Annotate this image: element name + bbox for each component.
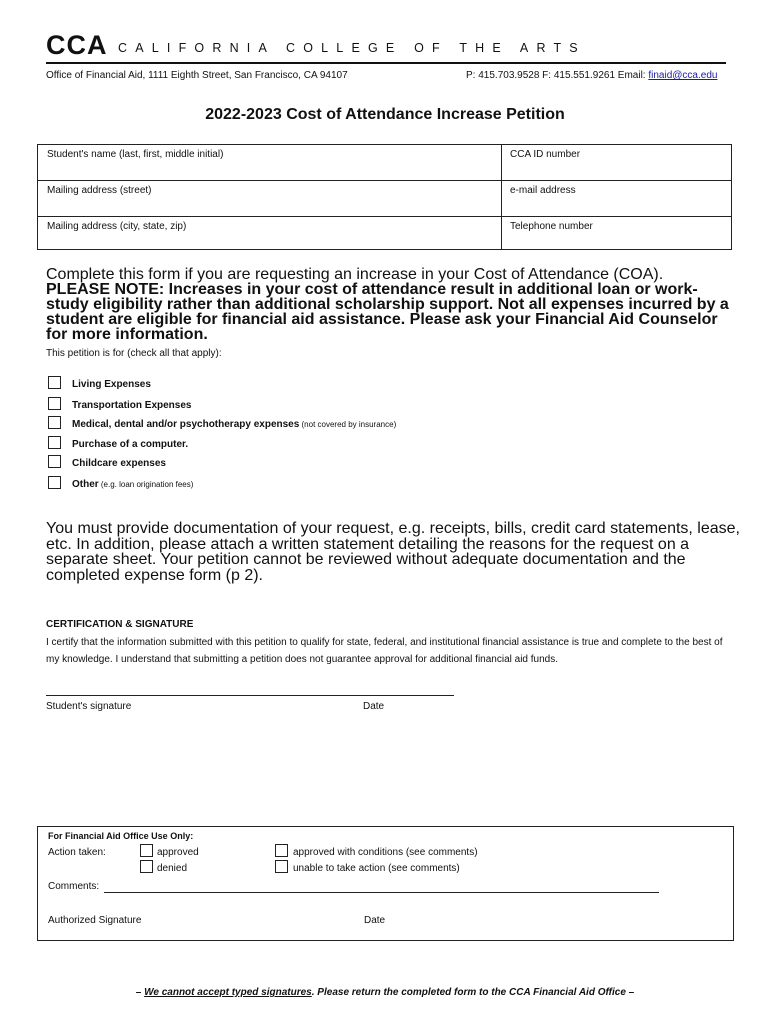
approved-label: approved	[157, 847, 199, 858]
student-signature-label: Student's signature	[46, 701, 132, 712]
action-taken-label: Action taken:	[48, 847, 106, 858]
office-use-heading: For Financial Aid Office Use Only:	[48, 831, 194, 841]
petition-for-label: This petition is for (check all that apply):	[46, 348, 222, 359]
header-divider	[46, 62, 726, 64]
option-label	[72, 419, 396, 430]
contact-phones: P: 415.703.9528 F: 415.551.9261 Email:	[466, 70, 649, 81]
checkbox[interactable]	[48, 416, 61, 429]
intro-line: Complete this form if you are requesting an increase in your Cost of Attendance (COA).	[46, 266, 664, 283]
street-address-field[interactable]: Mailing address (street)	[47, 185, 152, 196]
checkbox[interactable]	[48, 397, 61, 410]
please-note: PLEASE NOTE: Increases in your cost of attendance result in additional loan or work-study eligibility rather than additional scholarship support. Not all expenses incurred by a student are eligible for financial aid assistance. Please ask your Financial Aid Counselor for more information.	[46, 281, 729, 343]
certification-text: I certify that the information submitted with this petition to qualify for state, federal, and institutional financial assistance is true and complete to the best of my knowledge. I understand that submitting a petition does not guarantee approval for additional financial aid funds.	[46, 637, 723, 665]
footer-rest: . Please return the completed form to the CCA Financial Aid Office –	[311, 987, 635, 998]
footer-note	[0, 987, 770, 998]
comments-label: Comments:	[48, 881, 100, 892]
intro-text	[46, 267, 736, 342]
column-divider	[501, 145, 502, 249]
footer-emphasis: We cannot accept typed signatures	[144, 987, 312, 998]
checkbox[interactable]	[48, 476, 61, 489]
checkbox[interactable]	[48, 455, 61, 468]
student-info-box	[37, 144, 732, 250]
office-address: Office of Financial Aid, 1111 Eighth Street, San Francisco, CA 94107	[46, 70, 348, 81]
authorized-signature-label: Authorized Signature	[48, 915, 142, 926]
approved-conditions-label: approved with conditions (see comments)	[293, 847, 478, 858]
cca-logo: CCA	[46, 30, 108, 60]
option-note: (e.g. loan origination fees)	[98, 480, 194, 489]
date-label: Date	[363, 701, 385, 712]
email-link[interactable]: finaid@cca.edu	[648, 70, 718, 81]
unable-checkbox[interactable]	[275, 860, 288, 873]
contact-info	[466, 70, 717, 81]
checkbox[interactable]	[48, 376, 61, 389]
option-label	[72, 479, 193, 490]
city-state-zip-field[interactable]: Mailing address (city, state, zip)	[47, 221, 187, 232]
college-name: CALIFORNIA COLLEGE OF THE ARTS	[118, 41, 586, 55]
checkbox[interactable]	[48, 436, 61, 449]
option-label: Childcare expenses	[72, 458, 166, 469]
signature-line[interactable]	[46, 695, 454, 696]
office-use-box	[37, 826, 734, 941]
unable-label: unable to take action (see comments)	[293, 863, 460, 874]
denied-checkbox[interactable]	[140, 860, 153, 873]
comments-line[interactable]	[104, 892, 659, 893]
approved-checkbox[interactable]	[140, 844, 153, 857]
student-name-field[interactable]: Student's name (last, first, middle initial)	[47, 149, 224, 160]
option-label: Purchase of a computer.	[72, 439, 189, 450]
option-label: Living Expenses	[72, 379, 151, 390]
telephone-field[interactable]: Telephone number	[510, 221, 593, 232]
option-note: (not covered by insurance)	[299, 420, 397, 429]
denied-label: denied	[157, 863, 188, 874]
option-label-text: Other	[72, 479, 99, 490]
option-label: Transportation Expenses	[72, 400, 192, 411]
office-date-label: Date	[364, 915, 386, 926]
certification-heading: CERTIFICATION & SIGNATURE	[46, 619, 194, 630]
page-title: 2022-2023 Cost of Attendance Increase Petition	[205, 106, 565, 123]
documentation-text: You must provide documentation of your request, e.g. receipts, bills, credit card statements, lease, etc. In addition, please attach a written statement detailing the reasons for the request on a separate sheet. Your petition cannot be reviewed without adequate documentation and the completed expense form (p 2).	[46, 520, 740, 584]
footer-prefix: –	[135, 987, 145, 998]
option-label-text: Medical, dental and/or psychotherapy expenses	[72, 419, 300, 430]
email-field[interactable]: e-mail address	[510, 185, 576, 196]
cca-id-field[interactable]: CCA ID number	[510, 149, 581, 160]
approved-conditions-checkbox[interactable]	[275, 844, 288, 857]
